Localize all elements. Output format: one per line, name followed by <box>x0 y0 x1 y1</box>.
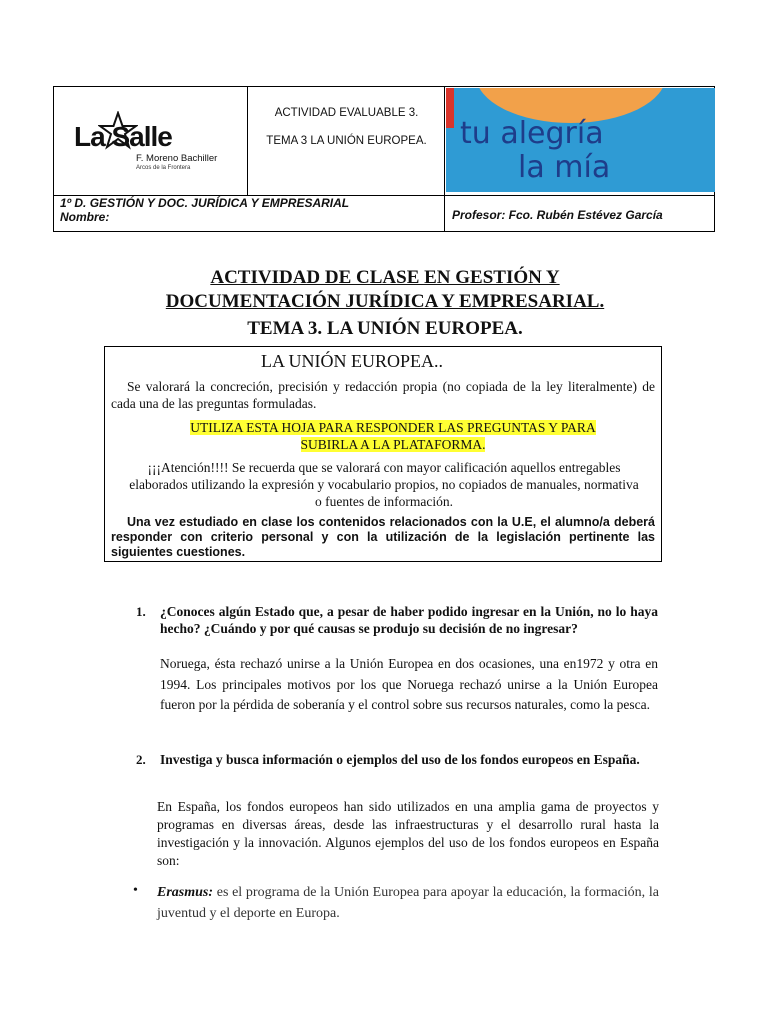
school-logo <box>66 111 246 171</box>
page-title-line2: DOCUMENTACIÓN JURÍDICA Y EMPRESARIAL. <box>165 291 605 312</box>
question-text: ¿Conoces algún Estado que, a pesar de haber podido ingresar en la Unión, no lo haya hecho? ¿Cuándo y por qué causas se produjo su decisión de no ingresar? <box>160 604 658 636</box>
teacher-label: Profesor: Fco. Rubén Estévez García <box>452 208 663 222</box>
banner-image <box>446 88 715 192</box>
box-title: LA UNIÓN EUROPEA.. <box>261 351 443 371</box>
bullet-term: Erasmus: <box>157 885 214 900</box>
topic-label: TEMA 3 LA UNIÓN EUROPEA. <box>266 135 427 147</box>
question-text: Investiga y busca información o ejemplos del uso de los fondos europeos en España. <box>160 752 640 767</box>
bullet-marker: • <box>133 883 138 898</box>
bullet-description: es el programa de la Unión Europea para apoyar la educación, la formación, la juventud y el deporte en Europa. <box>157 885 659 921</box>
page-subtitle: TEMA 3. LA UNIÓN EUROPEA. <box>247 318 523 339</box>
logo-subtitle: F. Moreno Bachiller <box>136 153 218 164</box>
activity-label: ACTIVIDAD EVALUABLE 3. <box>274 107 419 119</box>
banner-red-shape <box>446 88 454 128</box>
highlight-line2: SUBIRLA A LA PLATAFORMA. <box>300 437 486 452</box>
banner-text-line2: la mía <box>518 150 611 185</box>
course-label: 1º D. GESTIÓN Y DOC. JURÍDICA Y EMPRESARIAL <box>60 196 350 210</box>
page-title-line1: ACTIVIDAD DE CLASE EN GESTIÓN Y <box>210 267 560 288</box>
logo-location: Arcos de la Frontera <box>136 165 191 171</box>
box-highlight <box>145 419 641 453</box>
box-paragraph-instructions: Una vez estudiado en clase los contenidos relacionados con la U.E, el alumno/a deberá responder con criterio personal y con la utilización de la legislación pertinente las siguientes cuestiones. <box>111 515 655 559</box>
box-paragraph-warning: ¡¡¡Atención!!!! Se recuerda que se valorará con mayor calificación aquellos entregables elaborados utilizando la expresión y vocabulario propios, no copiados de manuales, normativa o fuentes de información. <box>129 460 639 509</box>
bullet-item <box>157 882 659 924</box>
instructions-box <box>104 346 662 562</box>
logo-name: La Salle <box>74 121 172 152</box>
box-paragraph-criteria: Se valorará la concreción, precisión y redacción propia (no copiada de la ley literalmente) de cada una de las preguntas formuladas. <box>111 379 655 411</box>
name-label: Nombre: <box>60 210 110 224</box>
answer-text: Noruega, ésta rechazó unirse a la Unión Europea en dos ocasiones, una en1972 y otra en 1994. Los principales motivos por los que Noruega rechazó unirse a la Unión Europea fueron por la pérdida de soberanía y el control sobre sus recursos naturales, como la pesca. <box>160 656 658 712</box>
highlight-line1: UTILIZA ESTA HOJA PARA RESPONDER LAS PREGUNTAS Y PARA <box>190 420 596 435</box>
question-number: 1. <box>136 604 146 619</box>
course-cell <box>60 196 349 224</box>
answer-text: En España, los fondos europeos han sido utilizados en una amplia gama de proyectos y programas en diversas áreas, desde las infraestructuras y el desarrollo rural hasta la investigación y la innovación. Algunos ejemplos del uso de los fondos europeos en España son: <box>157 799 659 868</box>
banner-text-line1: tu alegría <box>460 116 604 151</box>
activity-cell <box>248 87 445 195</box>
header-table <box>53 86 715 232</box>
question-number: 2. <box>136 752 146 767</box>
